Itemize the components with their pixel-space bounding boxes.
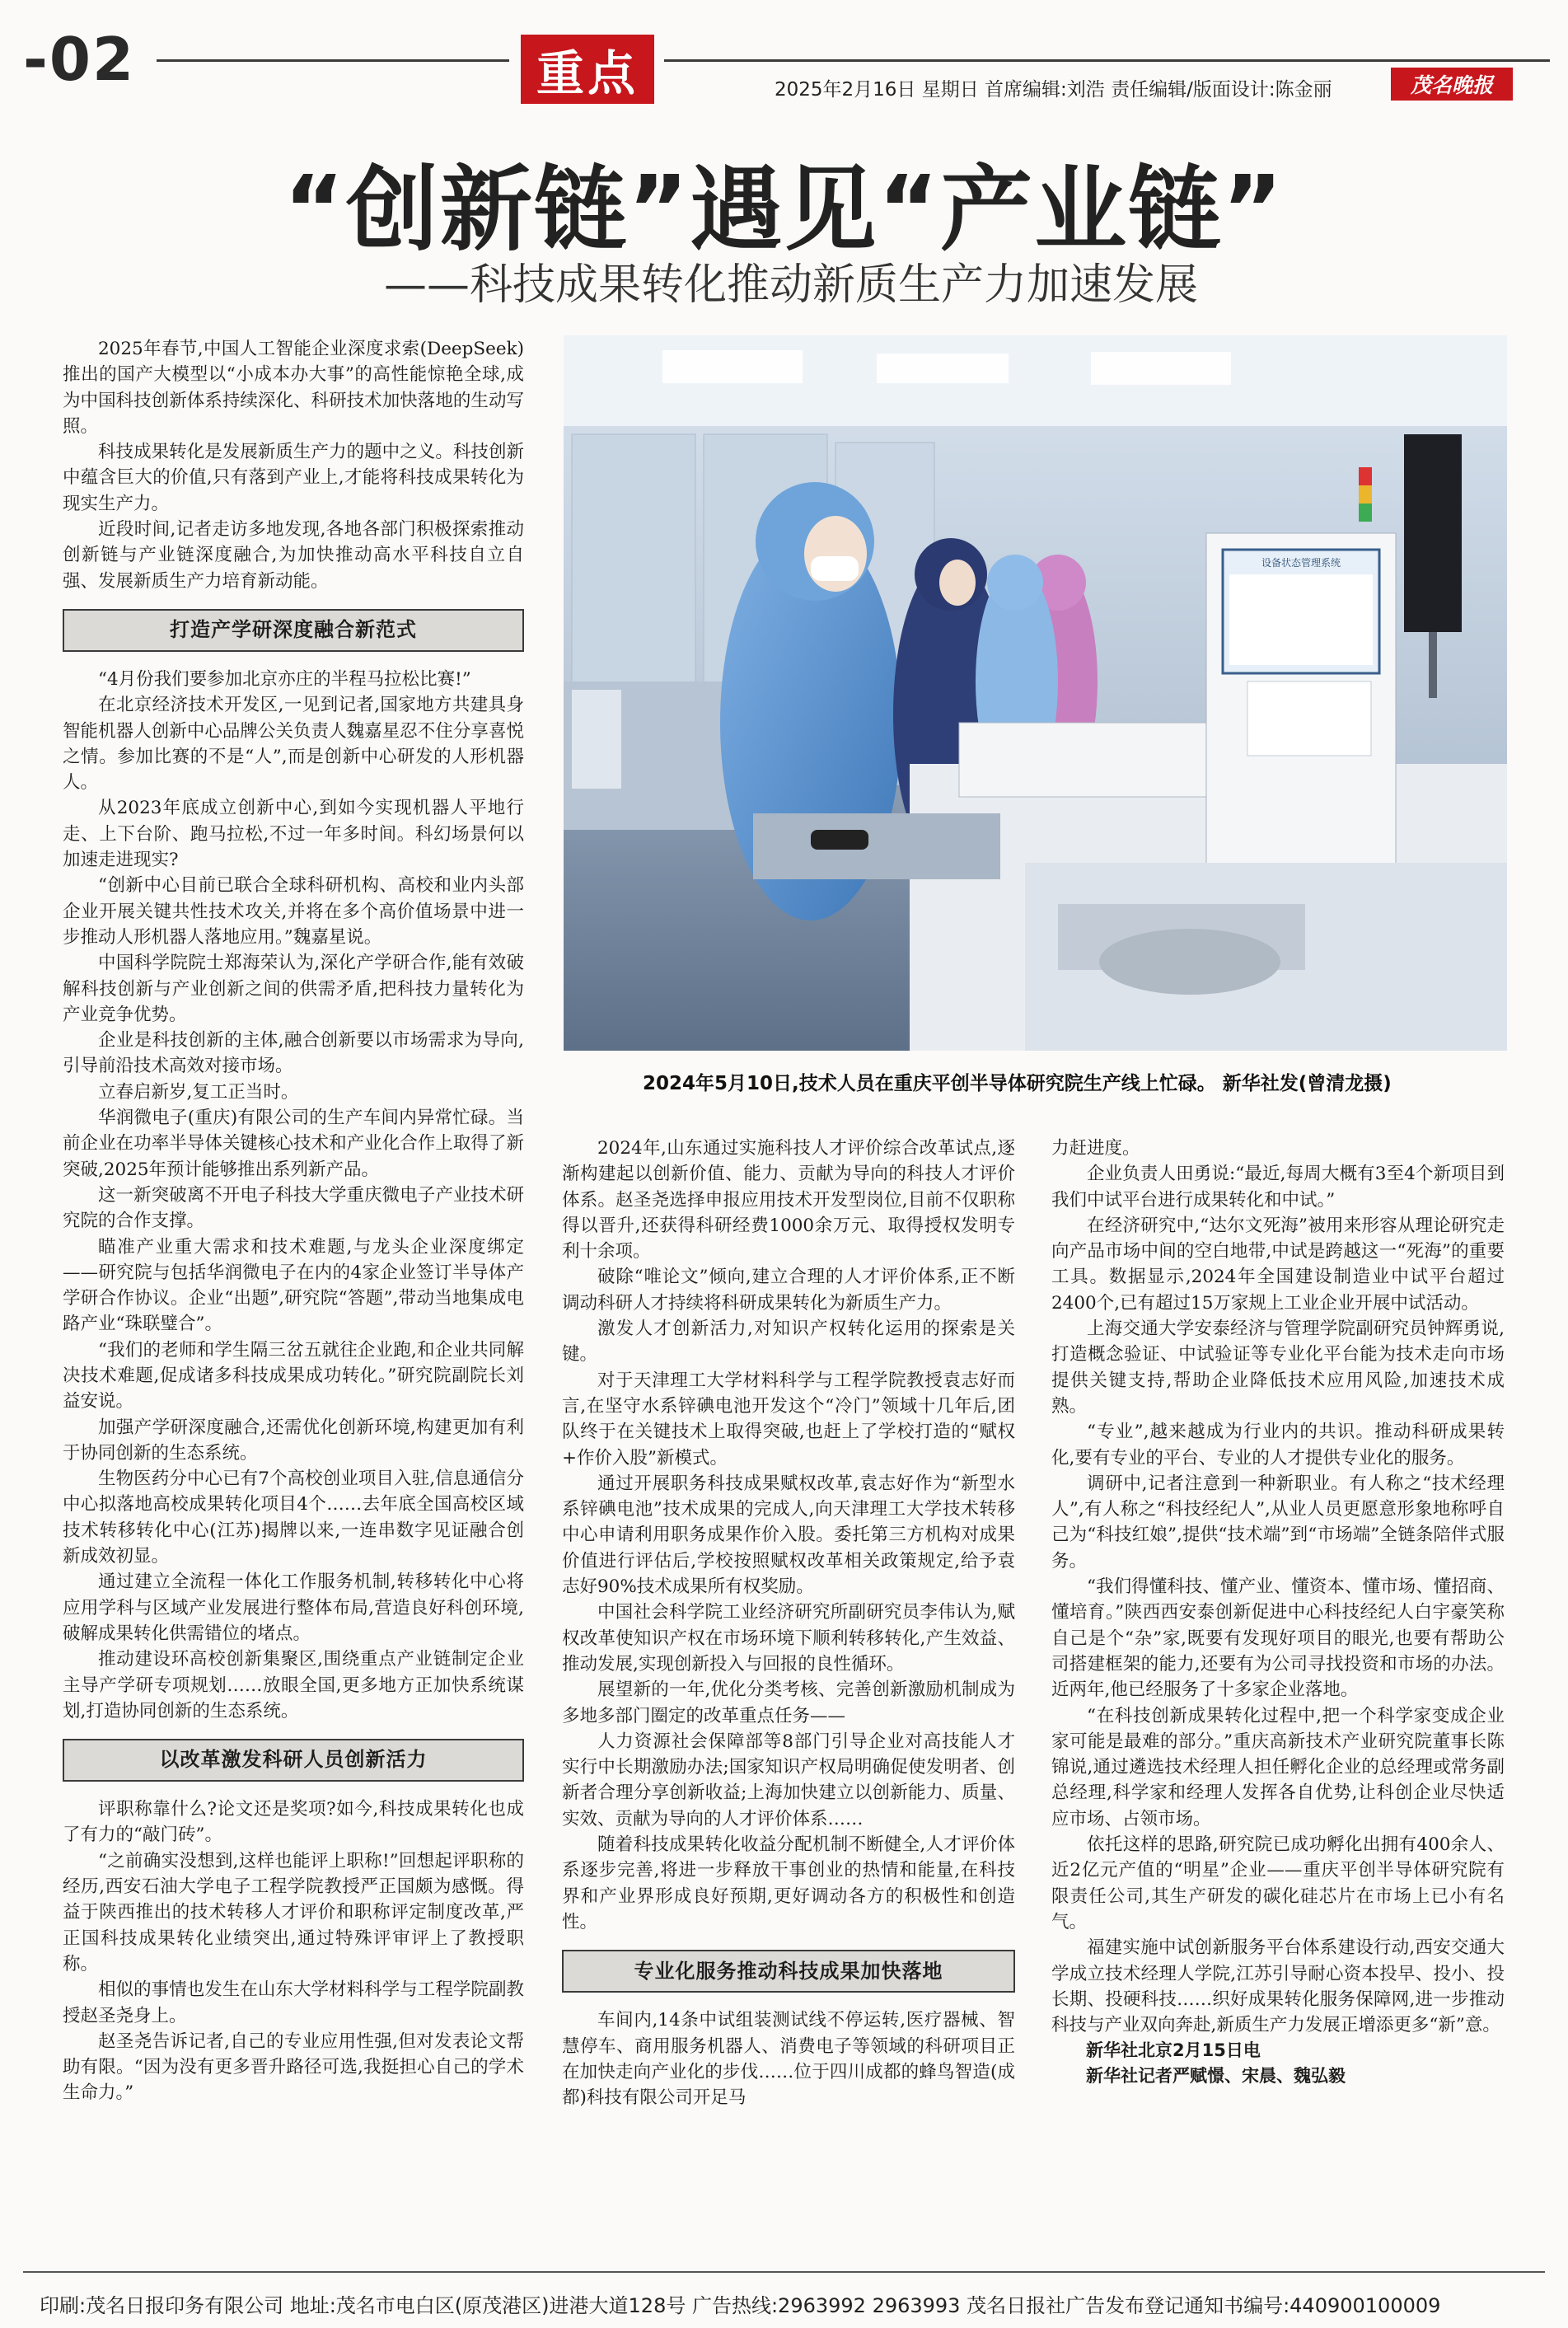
paragraph: 对于天津理工大学材料科学与工程学院教授袁志好而言,在坚守水系锌碘电池开发这个“冷门”领域十几年后,团队终于在关键技术上取得突破,也赶上了学校打造的“赋权+作价入股”新模式。 (562, 1370, 1015, 1468)
paragraph: 这一新突破离不开电子科技大学重庆微电子产业技术研究院的合作支撑。 (63, 1184, 524, 1232)
screen-title: 设备状态管理系统 (1261, 557, 1341, 569)
paragraph: “4月份我们要参加北京亦庄的半程马拉松比赛!” (98, 668, 471, 690)
paragraph: 从2023年底成立创新中心,到如今实现机器人平地行走、上下台阶、跑马拉松,不过一年多时间。科幻场景何以加速走进现实? (63, 798, 524, 871)
paragraph: 评职称靠什么?论文还是奖项?如今,科技成果转化也成了有力的“敲门砖”。 (63, 1799, 524, 1846)
header-rule-right (664, 59, 1550, 62)
article-column-2 (562, 1136, 1015, 2110)
paragraph: “我们得懂科技、懂产业、懂资本、懂市场、懂招商、懂培育。”陕西西安泰创新促进中心科技经纪人白宇豪笑称自己是个“杂”家,既要有发现好项目的眼光,也要有帮助公司搭建框架的能力,还要有为公司寻找投资和市场的办法。近两年,他已经服务了十多家企业落地。 (1051, 1576, 1505, 1701)
paragraph: 上海交通大学安泰经济与管理学院副研究员钟辉勇说,打造概念验证、中试验证等专业化平台能为技术走向市场提供关键支持,帮助企业降低技术应用风险,加速技术成熟。 (1051, 1319, 1505, 1417)
paragraph: “之前确实没想到,这样也能评上职称!”回想起评职称的经历,西安石油大学电子工程学院教授严正国颇为感慨。得益于陕西推出的技术转移人才评价和职称评定制度改革,严正国科技成果转化业绩突出,通过特殊评审评上了教授职称。 (63, 1850, 524, 1974)
photo-caption: 2024年5月10日,技术人员在重庆平创半导体研究院生产线上忙碌。 新华社发(曾清龙摄) (643, 1073, 1392, 1094)
paragraph: 科技成果转化是发展新质生产力的题中之义。科技创新中蕴含巨大的价值,只有落到产业上,才能将科技成果转化为现实生产力。 (63, 442, 524, 514)
paragraph: 人力资源社会保障部等8部门引导企业对高技能人才实行中长期激励办法;国家知识产权局明确促使发明者、创新者合理分享创新收益;上海加快建立以创新能力、质量、实效、贡献为导向的人才评价体系…… (562, 1731, 1015, 1829)
paragraph: 生物医药分中心已有7个高校创业项目入驻,信息通信分中心拟落地高校成果转化项目4个……去年底全国高校区域技术转移转化中心(江苏)揭牌以来,一连串数字见证融合创新成效初显。 (63, 1468, 524, 1567)
subheadline: ——科技成果转化推动新质生产力加速发展 (383, 260, 1198, 310)
headline: “创新链”遇见“产业链” (283, 157, 1285, 264)
paragraph: 通过建立全流程一体化工作服务机制,转移转化中心将应用学科与区域产业发展进行整体布局,营造良好科创环境,破解成果转化供需错位的堵点。 (63, 1572, 524, 1644)
paragraph: 力赶进度。 (1051, 1138, 1140, 1159)
subheading-box: 打造产学研深度融合新范式 (63, 609, 524, 652)
article-column-1 (63, 336, 524, 2106)
footer-rule (23, 2271, 1545, 2273)
paragraph: “专业”,越来越成为行业内的共识。推动科研成果转化,要有专业的平台、专业的人才提供专业化的服务。 (1051, 1422, 1505, 1468)
paragraph: 2025年春节,中国人工智能企业深度求索(DeepSeek)推出的国产大模型以“小成本办大事”的高性能惊艳全球,成为中国科技创新体系持续深化、科研技术加快落地的生动写照。 (63, 339, 524, 437)
issue-info: 2025年2月16日 星期日 首席编辑:刘浩 责任编辑/版面设计:陈金丽 (775, 79, 1332, 101)
paragraph: “我们的老师和学生隔三岔五就往企业跑,和企业共同解决技术难题,促成诸多科技成果成功转化。”研究院副院长刘益安说。 (63, 1339, 524, 1412)
paragraph: 2024年,山东通过实施科技人才评价综合改革试点,逐渐构建起以创新价值、能力、贡献为导向的科技人才评价体系。赵圣尧选择申报应用技术开发型岗位,目前不仅职称得以晋升,还获得科研经费1000余万元、取得授权发明专利十余项。 (562, 1138, 1015, 1262)
paragraph: 福建实施中试创新服务平台体系建设行动,西安交通大学成立技术经理人学院,江苏引导耐心资本投早、投小、投长期、投硬科技……织好成果转化服务保障网,进一步推动科技与产业双向奔赴,新质生产力发展正增添更多“新”意。 (1051, 1937, 1505, 2036)
paragraph: 随着科技成果转化收益分配机制不断健全,人才评价体系逐步完善,将进一步释放干事创业的热情和能量,在科技界和产业界形成良好预期,更好调动各方的积极性和创造性。 (562, 1834, 1015, 1932)
page-number: -02 (23, 25, 136, 94)
paragraph: 立春启新岁,复工正当时。 (98, 1081, 299, 1103)
paragraph: 激发人才创新活力,对知识产权转化运用的探索是关键。 (562, 1319, 1015, 1365)
paragraph: 车间内,14条中试组装测试线不停运转,医疗器械、智慧停车、商用服务机器人、消费电子等领域的科研项目正在加快走向产业化的步伐……位于四川成都的蜂鸟智造(成都)科技有限公司开足马 (562, 2010, 1015, 2109)
paragraph: 中国社会科学院工业经济研究所副研究员李伟认为,赋权改革使知识产权在市场环境下顺利转移转化,产生效益、推动发展,实现创新投入与回报的良性循环。 (562, 1602, 1015, 1675)
paragraph: “创新中心目前已联合全球科研机构、高校和业内头部企业开展关键共性技术攻关,并将在多个高价值场景中进一步推动人形机器人落地应用。”魏嘉星说。 (63, 875, 524, 948)
paragraph: 相似的事情也发生在山东大学材料科学与工程学院副教授赵圣尧身上。 (63, 1979, 524, 2026)
dateline: 新华社北京2月15日电 (1086, 2040, 1261, 2061)
paragraph: 赵圣尧告诉记者,自己的专业应用性强,但对发表论文帮助有限。“因为没有更多晋升路径可选,我挺担心自己的学术生命力。” (63, 2031, 524, 2104)
paragraph: 展望新的一年,优化分类考核、完善创新激励机制成为多地多部门圈定的改革重点任务—— (562, 1679, 1015, 1726)
paragraph: 企业是科技创新的主体,融合创新要以市场需求为导向,引导前沿技术高效对接市场。 (63, 1030, 524, 1077)
paragraph: 企业负责人田勇说:“最近,每周大概有3至4个新项目到我们中试平台进行成果转化和中试。” (1051, 1164, 1505, 1211)
paragraph: 破除“唯论文”倾向,建立合理的人才评价体系,正不断调动科研人才持续将科研成果转化为新质生产力。 (562, 1267, 1015, 1314)
paragraph: 中国科学院院士郑海荣认为,深化产学研合作,能有效破解科技创新与产业创新之间的供需矛盾,把科技力量转化为产业竞争优势。 (63, 953, 524, 1025)
paragraph: 推动建设环高校创新集聚区,围绕重点产业链制定企业主导产学研专项规划……放眼全国,更多地方正加快系统谋划,打造协同创新的生态系统。 (63, 1649, 524, 1721)
section-badge: 重点 (521, 35, 654, 104)
masthead-logo: 茂名晚报 (1391, 68, 1513, 101)
paragraph: 华润微电子(重庆)有限公司的生产车间内异常忙碌。当前企业在功率半导体关键核心技术和产业化合作上取得了新突破,2025年预计能够推出系列新产品。 (63, 1108, 524, 1180)
paragraph: 调研中,记者注意到一种新职业。有人称之“技术经理人”,有人称之“科技经纪人”,从业人员更愿意形象地称呼自己为“科技红娘”,提供“技术端”到“市场端”全链条陪伴式服务。 (1051, 1473, 1505, 1572)
header-rule-left (157, 59, 509, 62)
paragraph: 瞄准产业重大需求和技术难题,与龙头企业深度绑定——研究院与包括华润微电子在内的4家企业签订半导体产学研合作协议。企业“出题”,研究院“答题”,带动当地集成电路产业“珠联璧合”。 (63, 1236, 524, 1335)
news-photo (564, 335, 1507, 1051)
paragraph: 依托这样的思路,研究院已成功孵化出拥有400余人、近2亿元产值的“明星”企业——重庆平创半导体研究院有限责任公司,其生产研发的碳化硅芯片在市场上已小有名气。 (1051, 1834, 1505, 1932)
footer-imprint: 印刷:茂名日报印务有限公司 地址:茂名市电白区(原茂港区)进港大道128号 广告热线:2963992 2963993 茂名日报社广告发布登记通知书编号:440900100009 (40, 2294, 1441, 2317)
subheading-box: 以改革激发科研人员创新活力 (63, 1739, 524, 1782)
paragraph: 近段时间,记者走访多地发现,各地各部门积极探索推动创新链与产业链深度融合,为加快推动高水平科技自立自强、发展新质生产力培育新动能。 (63, 519, 524, 592)
paragraph: 在北京经济技术开发区,一见到记者,国家地方共建具身智能机器人创新中心品牌公关负责人魏嘉星忍不住分享喜悦之情。参加比赛的不是“人”,而是创新中心研发的人形机器人。 (63, 695, 524, 794)
paragraph: 在经济研究中,“达尔文死海”被用来形容从理论研究走向产品市场中间的空白地带,中试是跨越这一“死海”的重要工具。数据显示,2024年全国建设制造业中试平台超过2400个,已有超过15万家规上工业企业开展中试活动。 (1051, 1215, 1505, 1314)
paragraph: 加强产学研深度融合,还需优化创新环境,构建更加有利于协同创新的生态系统。 (63, 1417, 524, 1464)
paragraph: “在科技创新成果转化过程中,把一个科学家变成企业家可能是最难的部分。”重庆高新技术产业研究院董事长陈锦说,通过遴选技术经理人担任孵化企业的总经理或常务副总经理,科学家和经理人发挥各自优势,让科创企业尽快适应市场、占领市场。 (1051, 1705, 1505, 1829)
paragraph: 通过开展职务科技成果赋权改革,袁志好作为“新型水系锌碘电池”技术成果的完成人,向天津理工大学技术转移中心申请利用职务成果作价入股。委托第三方机构对成果价值进行评估后,学校按照赋权改革相关政策规定,给予袁志好90%技术成果所有权奖励。 (562, 1473, 1015, 1598)
byline: 新华社记者严赋憬、宋晨、魏弘毅 (1086, 2066, 1346, 2087)
subheading-box: 专业化服务推动科技成果加快落地 (562, 1950, 1015, 1993)
article-column-3 (1051, 1136, 1505, 2089)
